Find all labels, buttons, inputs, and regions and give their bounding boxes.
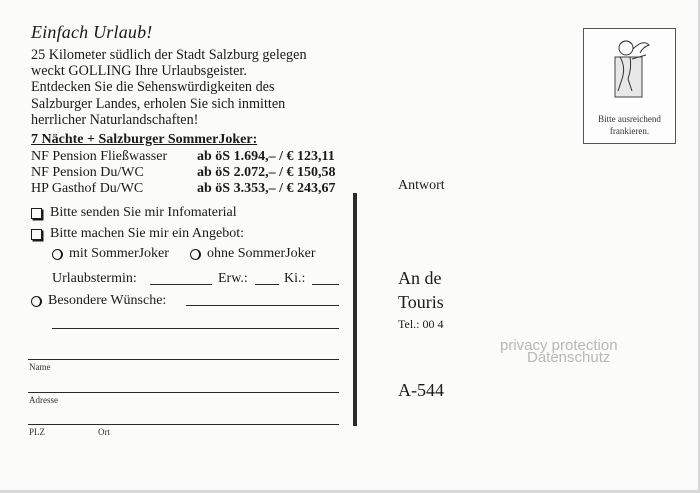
stamp-text-line: Bitte ausreichend [598,114,661,124]
travel-date-line[interactable] [150,284,212,285]
stamp-box [583,28,676,144]
radio-icon[interactable] [31,296,42,307]
info-material-label: Bitte senden Sie mir Infomaterial [50,205,237,220]
watermark-line: Datenschutz [527,349,611,366]
adults-line[interactable] [255,284,279,285]
special-wishes-label: Besondere Wünsche: [48,293,167,308]
heading: Einfach Urlaub! [31,22,153,42]
with-joker-option[interactable] [52,246,169,262]
radio-icon[interactable] [52,249,63,260]
address-line[interactable] [28,392,339,393]
children-label: Ki.: [284,271,306,286]
intro-line: herrlicher Naturlandschaften! [31,111,199,128]
offer-request-label: Bitte machen Sie mir ein Angebot: [50,226,245,241]
zip-city-line[interactable] [28,424,339,425]
adults-label: Erw.: [218,271,248,286]
travel-date-label: Urlaubstermin: [52,271,137,286]
without-joker-option[interactable] [190,246,315,262]
children-line[interactable] [312,284,339,285]
stamp-text [584,113,675,137]
offer-price: ab öS 1.694,– / € 123,11 [197,149,335,164]
address-phone: Tel.: 00 4 [398,317,444,331]
offer-name: HP Gasthof Du/WC [31,181,144,196]
offer-price: ab öS 3.353,– / € 243,67 [197,181,336,196]
offer-name: NF Pension Du/WC [31,165,144,180]
radio-icon[interactable] [190,249,201,260]
special-wishes-line[interactable] [52,328,339,329]
zip-label: PLZ [29,427,46,437]
info-material-option[interactable] [31,205,237,221]
intro-line: weckt GOLLING Ihre Urlaubsgeister. [31,63,247,80]
address-label: Adresse [29,395,58,405]
special-wishes-option[interactable] [31,293,166,309]
offer-price: ab öS 2.072,– / € 150,58 [197,165,336,180]
checkbox-icon[interactable] [31,229,42,240]
divider [353,193,357,426]
address-line-2: Touris [398,292,444,312]
address-line-1: An de [398,268,442,288]
intro-line: Salzburger Landes, erholen Sie sich inmitten [31,95,286,112]
name-label: Name [29,362,51,372]
with-joker-label: mit SommerJoker [69,246,169,261]
redaction-area [451,252,698,412]
offer-name: NF Pension Fließwasser [31,149,168,164]
cherub-icon [610,35,652,103]
without-joker-label: ohne SommerJoker [207,246,316,261]
special-wishes-line[interactable] [186,305,339,306]
checkbox-icon[interactable] [31,208,42,219]
watermark-line: privacy protection [500,337,618,354]
offer-request-option[interactable] [31,226,244,242]
city-label: Ort [98,427,110,437]
name-line[interactable] [28,359,339,360]
address-postcode: A-544 [398,380,444,400]
intro-line: Entdecken Sie die Sehenswürdigkeiten des [31,79,275,96]
stamp-text-line: frankieren. [609,126,650,136]
offer-title: 7 Nächte + Salzburger SommerJoker: [31,132,258,147]
reply-label: Antwort [398,178,445,193]
intro-text [31,47,351,128]
intro-line: 25 Kilometer südlich der Stadt Salzburg gelegen [31,47,307,63]
